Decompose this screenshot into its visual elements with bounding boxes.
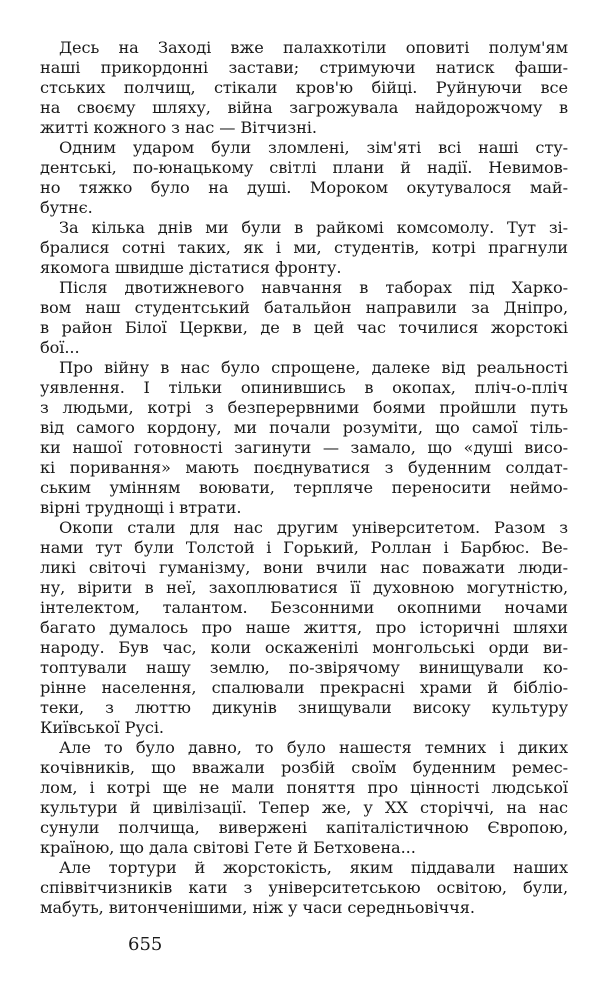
text-line: стських полчищ, стікали кров'ю бійці. Руйнуючи все: [40, 78, 568, 97]
text-line: житті кожного з нас — Вітчизні.: [40, 118, 317, 137]
text-line: Після двотижневого навчання в таборах під Харко-: [59, 278, 568, 297]
text-line: країною, що дала світові Гете й Бетховена...: [40, 838, 416, 857]
paragraph: [40, 278, 568, 358]
page-body: [40, 38, 568, 918]
text-line: рінне населення, спалювали прекрасні храми й бібліо-: [40, 678, 568, 697]
paragraph: [40, 358, 568, 518]
text-line: бої...: [40, 338, 80, 357]
text-line: уявлення. І тільки опинившись в окопах, пліч-о-пліч: [40, 378, 568, 397]
text-line: на своєму шляху, війна загрожувала найдорожчому в: [40, 98, 568, 117]
text-line: з людьми, котрі з безперервними боями пройшли путь: [40, 398, 568, 417]
text-line: теки, з люттю дикунів знищували високу культуру: [40, 698, 568, 717]
text-line: За кілька днів ми були в райкомі комсомолу. Тут зі-: [59, 218, 568, 237]
text-line: інтелектом, талантом. Безсонними окопними ночами: [40, 598, 568, 617]
text-line: ликі світочі гуманізму, вони вчили нас поважати люди-: [40, 558, 568, 577]
text-line: Київської Русі.: [40, 718, 164, 737]
text-line: вірні труднощі і втрати.: [40, 498, 242, 517]
text-line: ну, вірити в неї, захоплюватися її духовною могутністю,: [40, 578, 568, 597]
text-line: народу. Був час, коли оскаженілі монгольські орди ви-: [40, 638, 568, 657]
paragraph: [40, 218, 568, 278]
text-line: дентські, по-юнацькому світлі плани й надії. Невимов-: [40, 158, 568, 177]
page-number: 655: [128, 934, 163, 955]
text-line: лом, і котрі ще не мали поняття про цінності людської: [40, 778, 568, 797]
text-line: Про війну в нас було спрощене, далеке від реальності: [59, 358, 568, 377]
text-line: вом наш студентський батальйон направили за Дніпро,: [40, 298, 568, 317]
text-line: наші прикордонні застави; стримуючи натиск фаши-: [40, 58, 568, 77]
paragraph: [40, 518, 568, 738]
text-line: кочівників, що вважали розбій своїм буденним ремес-: [40, 758, 568, 777]
text-line: мабуть, витонченішими, ніж у часи середньовіччя.: [40, 898, 475, 917]
text-line: співвітчизників кати з університетською освітою, були,: [40, 878, 568, 897]
text-line: Але тортури й жорстокість, яким піддавали наших: [59, 858, 568, 877]
paragraph: [40, 738, 568, 858]
text-line: ки нашої готовності загинути — замало, що «душі висо-: [40, 438, 568, 457]
text-line: бутнє.: [40, 198, 93, 217]
text-line: Окопи стали для нас другим університетом. Разом з: [59, 518, 568, 537]
text-line: топтували нашу землю, по-звірячому винищували ко-: [40, 658, 568, 677]
text-line: ським умінням воювати, терпляче переносити неймо-: [40, 478, 568, 497]
text-line: Одним ударом були зломлені, зім'яті всі наші сту-: [59, 138, 568, 157]
text-line: якомога швидше дістатися фронту.: [40, 258, 342, 277]
text-line: від самого кордону, ми почали розуміти, що самої тіль-: [40, 418, 568, 437]
text-line: Але то було давно, то було нашестя темних і диких: [59, 738, 568, 757]
text-line: в район Білої Церкви, де в цей час точилися жорстокі: [40, 318, 568, 337]
paragraph: [40, 38, 568, 138]
text-line: кі поривання» мають поєднуватися з буденним солдат-: [40, 458, 568, 477]
text-line: Десь на Заході вже палахкотіли оповиті полум'ям: [59, 38, 568, 57]
text-line: культури й цивілізації. Тепер же, у XX сторіччі, на нас: [40, 798, 568, 817]
text-line: бралися сотні таких, як і ми, студентів, котрі прагнули: [40, 238, 568, 257]
paragraph: [40, 138, 568, 218]
text-line: но тяжко було на душі. Мороком окутувалося май-: [40, 178, 568, 197]
text-line: нами тут були Толстой і Горький, Роллан і Барбюс. Ве-: [40, 538, 568, 557]
text-line: багато думалось про наше життя, про історичні шляхи: [40, 618, 568, 637]
text-line: сунули полчища, вивержені капіталістичною Європою,: [40, 818, 568, 837]
paragraph: [40, 858, 568, 918]
